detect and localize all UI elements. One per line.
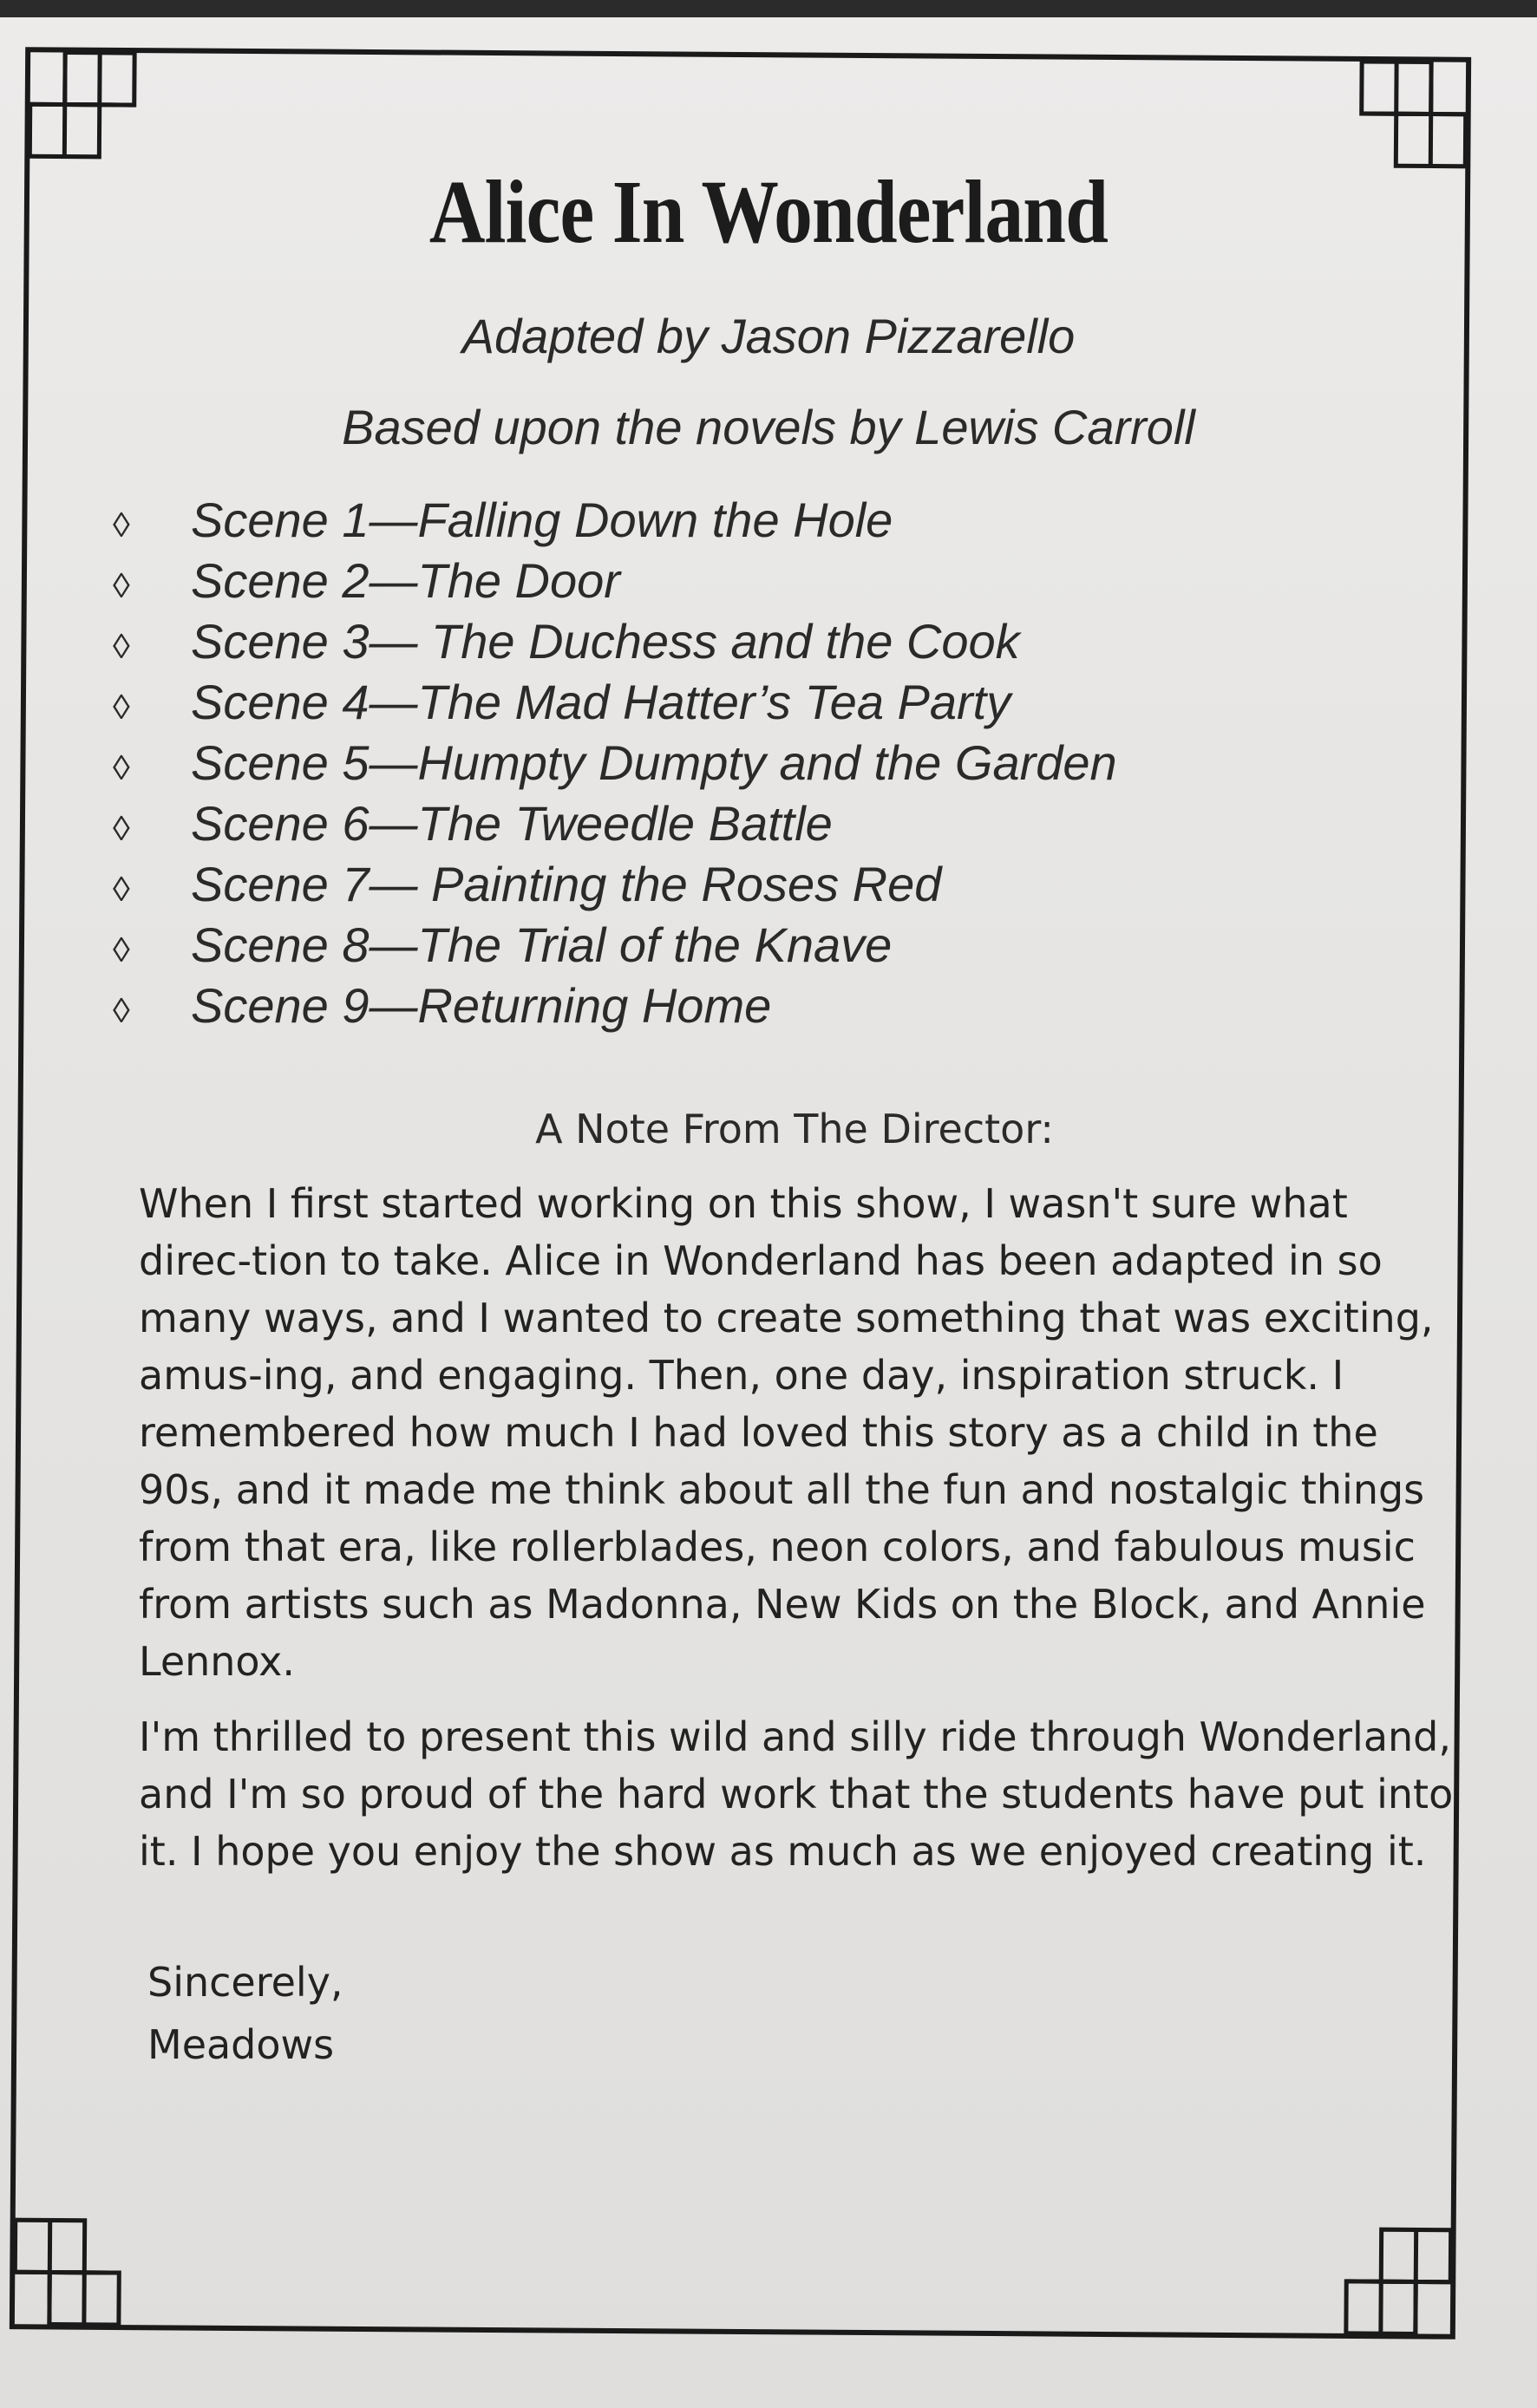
diamond-bullet-icon: ◊	[113, 506, 130, 545]
scene-label: Scene 5—Humpty Dumpty and the Garden	[191, 735, 1117, 790]
director-note-paragraph-2: I'm thrilled to present this wild and silly ride through Wonderland, and I'm so proud of the hard work that the students have put into it. I hope you enjoy the show as much as we enjoyed creating it.	[139, 1713, 1454, 1875]
scene-label: Scene 9—Returning Home	[191, 978, 772, 1033]
scene-label: Scene 4—The Mad Hatter’s Tea Party	[191, 675, 1011, 729]
diamond-bullet-icon: ◊	[113, 749, 130, 787]
scene-label: Scene 8—The Trial of the Knave	[191, 917, 893, 972]
scene-label: Scene 3— The Duchess and the Cook	[191, 614, 1020, 669]
closing-line: Sincerely,	[147, 1959, 343, 2006]
scene-item	[113, 793, 1240, 854]
diamond-bullet-icon: ◊	[113, 992, 130, 1030]
scene-item	[113, 490, 1240, 551]
diamond-bullet-icon: ◊	[113, 628, 130, 666]
scene-label: Scene 7— Painting the Roses Red	[191, 857, 942, 911]
corner-ornament-top-left	[21, 43, 143, 166]
signature-name: Meadows	[147, 2021, 335, 2068]
diamond-bullet-icon: ◊	[113, 871, 130, 909]
director-note-paragraph-1: When I first started working on this show, I wasn't sure what direc-tion to take. Alice in Wonderland has been adapted in so many ways, and I wanted to create something that was exciting, amus-ing, and engaging. Then, one day, inspiration struck. I remembered how much I had loved this story as a child in the 90s, and it made me think about all the fun and nostalgic things from that era, like rollerblades, neon colors, and fabulous music from artists such as Madonna, New Kids on the Block, and Annie Lennox.	[139, 1180, 1434, 1685]
scene-item	[113, 672, 1240, 733]
program-page	[0, 17, 1537, 2408]
scene-list	[113, 490, 1240, 1036]
corner-ornament-bottom-left	[6, 2211, 128, 2333]
page-title: Alice In Wonderland	[428, 162, 1109, 262]
adapted-by-line: Adapted by Jason Pizzarello	[461, 309, 1076, 363]
diamond-bullet-icon: ◊	[113, 567, 130, 605]
scene-label: Scene 1—Falling Down the Hole	[191, 493, 893, 547]
scene-item	[113, 733, 1240, 793]
scene-item	[113, 611, 1240, 672]
corner-ornament-top-right	[1352, 53, 1475, 175]
scene-item	[113, 551, 1240, 611]
scene-item	[113, 976, 1240, 1036]
scene-label: Scene 6—The Tweedle Battle	[191, 796, 833, 851]
scene-item	[113, 915, 1240, 976]
scene-label: Scene 2—The Door	[191, 553, 620, 608]
diamond-bullet-icon: ◊	[113, 931, 130, 969]
scene-item	[113, 854, 1240, 915]
director-note-heading: A Note From The Director:	[535, 1106, 1054, 1152]
diamond-bullet-icon: ◊	[113, 810, 130, 848]
corner-ornament-bottom-right	[1338, 2221, 1460, 2343]
diamond-bullet-icon: ◊	[113, 688, 130, 727]
based-on-line: Based upon the novels by Lewis Carroll	[342, 400, 1195, 454]
